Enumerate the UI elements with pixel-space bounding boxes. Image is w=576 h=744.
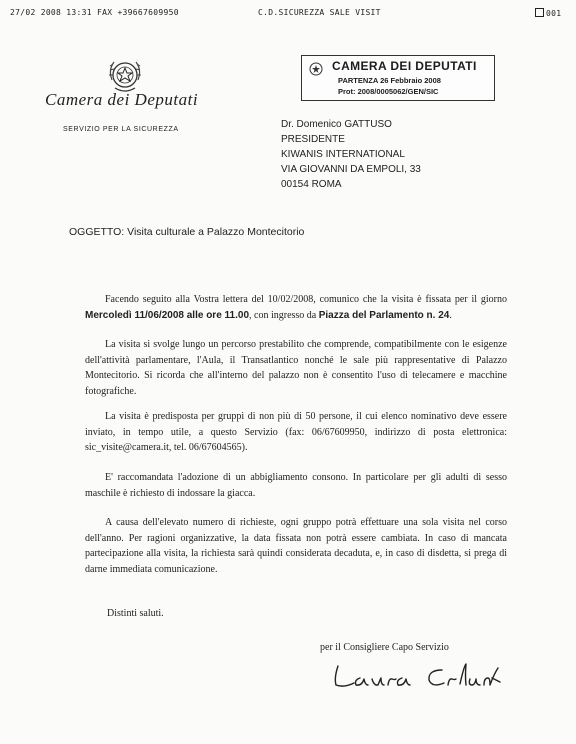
stamp-departure: PARTENZA 26 Febbraio 2008 [338, 76, 441, 85]
signer-title: per il Consigliere Capo Servizio [320, 642, 449, 653]
fax-header-left: 27/02 2008 13:31 FAX +39667609950 [10, 8, 179, 17]
recipient-address [281, 117, 421, 192]
letterhead-service: SERVIZIO PER LA SICUREZZA [63, 126, 179, 133]
checkbox-icon [535, 8, 544, 17]
visit-date: Mercoledì 11/06/2008 alle ore 11.00 [85, 309, 250, 321]
recipient-city: 00154 ROMA [281, 179, 342, 190]
paragraph-text: , con ingresso da [249, 309, 319, 321]
body-paragraph-1 [85, 292, 507, 323]
body-paragraph-3: La visita è predisposta per gruppi di non più di 50 persone, il cui elenco nominativo deve essere inviato, in tempo utile, a questo Servizio (fax: 06/67609950, indirizzo di posta elettronica: sic_visite@camera.it, tel. 06/67604565). [85, 411, 507, 453]
subject-label: OGGETTO: [69, 226, 125, 238]
subject-line [69, 226, 304, 238]
body-paragraph-2: La visita si svolge lungo un percorso prestabilito che comprende, compatibilmente con le esigenze dell'attività parlamentare, l'Aula, il Transatlantico nonché le sale più rappresentative di Palazzo Montecitorio. Si ricorda che all'interno del palazzo non è consentito l'uso di telecamere e macchine fotografiche. [85, 339, 507, 397]
recipient-street: VIA GIOVANNI DA EMPOLI, 33 [281, 164, 421, 175]
visit-entrance: Piazza del Parlamento n. 24 [318, 309, 450, 321]
stamp-protocol: Prot: 2008/0005062/GEN/SIC [338, 87, 439, 96]
paragraph-text: Facendo seguito alla Vostra lettera del 10/02/2008, comunico che la visita è fissata per il giorno [105, 294, 507, 305]
recipient-organization: KIWANIS INTERNATIONAL [281, 149, 405, 160]
handwritten-signature [332, 658, 512, 692]
body-paragraph-5: A causa dell'elevato numero di richieste, ogni gruppo potrà effettuare una sola visita nel corso dell'anno. Per ragioni organizzative, la data fissata non potrà essere cambiata. In caso di mancata partecipazione alla visita, la richiesta sarà quindi considerata decaduta, e, in caso di disdetta, si prega di darne immediata comunicazione. [85, 517, 507, 575]
closing-salutation: Distinti saluti. [107, 608, 164, 619]
paragraph-text: . [449, 309, 452, 321]
subject-text: Visita culturale a Palazzo Montecitorio [127, 226, 305, 238]
letterhead-org-name: Camera dei Deputati [45, 90, 199, 109]
protocol-stamp [301, 55, 495, 101]
stamp-title: CAMERA DEI DEPUTATI [332, 59, 477, 73]
fax-page-value: 001 [546, 9, 562, 18]
fax-header-center: C.D.SICUREZZA SALE VISIT [258, 8, 381, 17]
fax-page-number [535, 8, 561, 18]
recipient-name: Dr. Domenico GATTUSO [281, 119, 392, 130]
recipient-title: PRESIDENTE [281, 134, 345, 145]
body-paragraph-4: E' raccomandata l'adozione di un abbigliamento consono. In particolare per gli adulti di sesso maschile è richiesto di indossare la giacca. [85, 472, 507, 499]
emblem-icon [308, 61, 324, 77]
